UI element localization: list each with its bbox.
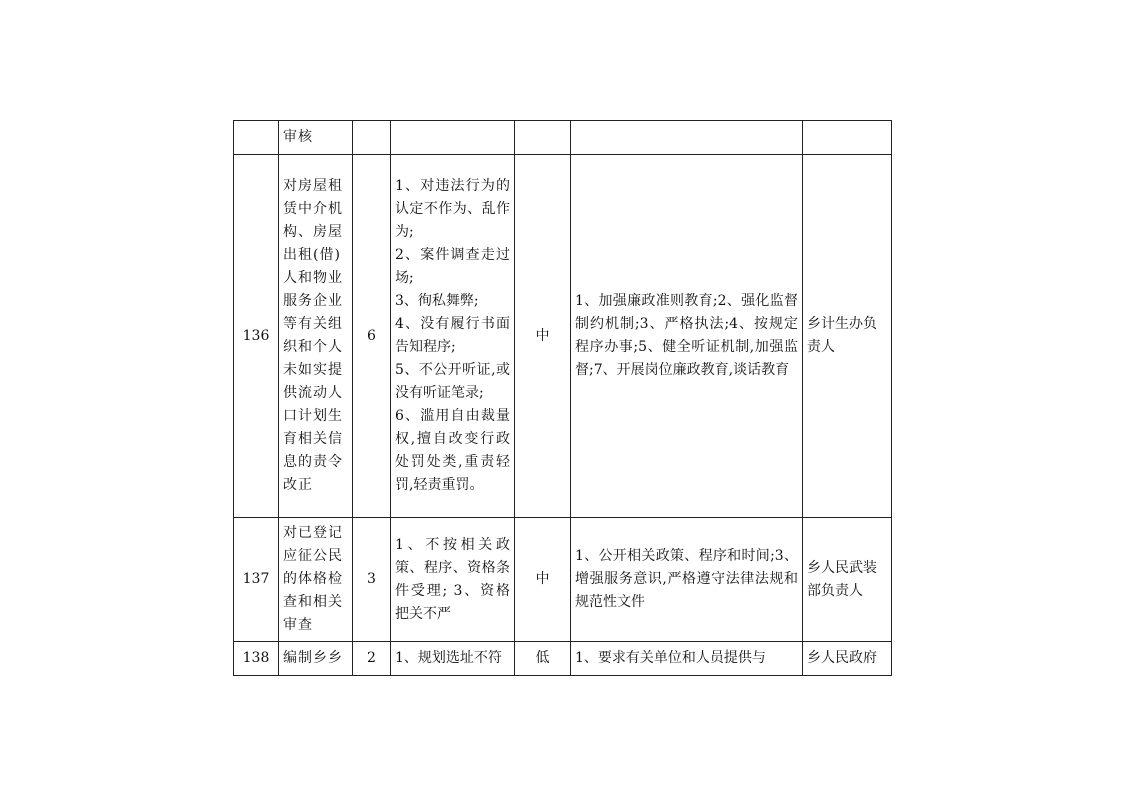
- risk-level: 中: [515, 518, 571, 642]
- prevention-measures: [571, 121, 803, 155]
- row-number: 137: [234, 518, 279, 642]
- prevention-measures: 1、加强廉政准则教育;2、强化监督制约机制;3、严格执法;4、按规定程序办事;5、健全听证机制,加强监督;7、开展岗位廉政教育,谈话教育: [571, 155, 803, 518]
- risk-description: 1、不按相关政策、程序、资格条件受理; 3、资格把关不严: [391, 518, 515, 642]
- power-item-name: 编制乡乡: [279, 642, 353, 676]
- risk-level: [515, 121, 571, 155]
- risk-point-count: 3: [353, 518, 391, 642]
- risk-control-table: [233, 120, 892, 676]
- risk-description: [391, 121, 515, 155]
- responsible-party: 乡计生办负责人: [803, 155, 892, 518]
- prevention-measures: 1、要求有关单位和人员提供与: [571, 642, 803, 676]
- risk-description: 1、规划选址不符: [391, 642, 515, 676]
- table-row: [234, 155, 892, 518]
- row-number: 138: [234, 642, 279, 676]
- responsible-party: 乡人民武装部负责人: [803, 518, 892, 642]
- risk-description: 1、对违法行为的认定不作为、乱作为; 2、案件调查走过场; 3、徇私舞弊; 4、没有履行书面告知程序; 5、不公开听证,或没有听证笔录; 6、滥用自由裁量权,擅自改变行政处罚处类,重责轻罚,轻责重罚。: [391, 155, 515, 518]
- table-row: [234, 518, 892, 642]
- table-row: [234, 642, 892, 676]
- risk-level: 低: [515, 642, 571, 676]
- power-item-name: 审核: [279, 121, 353, 155]
- risk-point-count: [353, 121, 391, 155]
- risk-point-count: 2: [353, 642, 391, 676]
- prevention-measures: 1、公开相关政策、程序和时间;3、增强服务意识,严格遵守法律法规和规范性文件: [571, 518, 803, 642]
- risk-level: 中: [515, 155, 571, 518]
- responsible-party: [803, 121, 892, 155]
- power-item-name: 对房屋租赁中介机构、房屋出租(借)人和物业服务企业等有关组织和个人未如实提供流动人口计划生育相关信息的责令改正: [279, 155, 353, 518]
- responsible-party: 乡人民政府: [803, 642, 892, 676]
- power-item-name: 对已登记应征公民的体格检查和相关审查: [279, 518, 353, 642]
- risk-point-count: 6: [353, 155, 391, 518]
- row-number: 136: [234, 155, 279, 518]
- table-row: [234, 121, 892, 155]
- row-number: [234, 121, 279, 155]
